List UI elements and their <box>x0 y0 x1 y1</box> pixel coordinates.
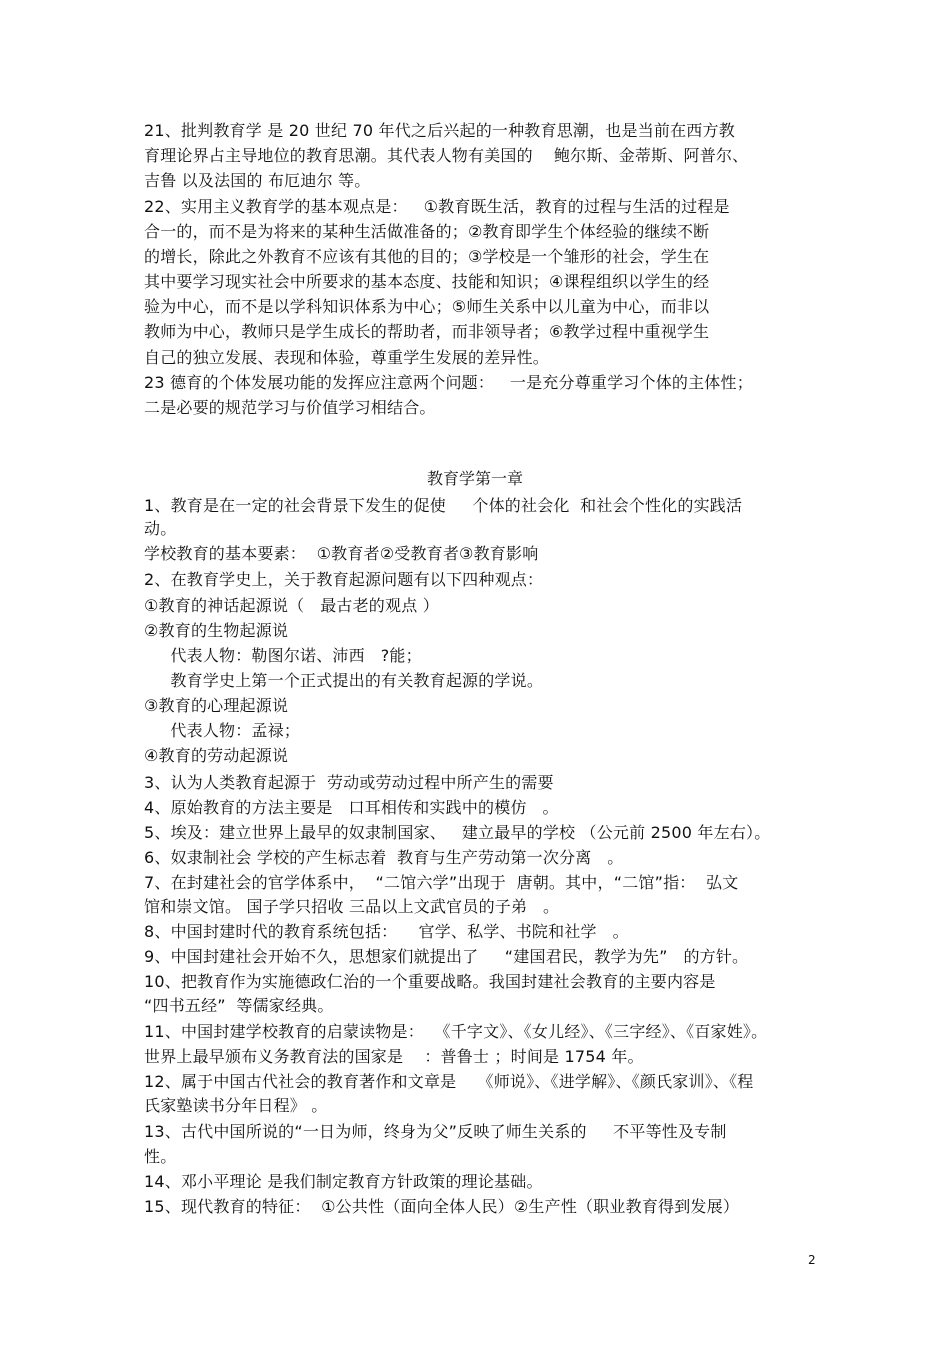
section-a-line: 的增长，除此之外教育不应该有其他的目的；③学校是一个雏形的社会，学生在 <box>144 247 710 266</box>
section-b-line: 馆和崇文馆。 国子学只招收 三品以上文武官员的子弟 。 <box>144 897 560 916</box>
section-a-line: 21、批判教育学 是 20 世纪 70 年代之后兴起的一种教育思潮，也是当前在西方教 <box>144 121 735 140</box>
section-b-line: 6、奴隶制社会 学校的产生标志着 教育与生产劳动第一次分离 。 <box>144 848 624 867</box>
section-a-line: 22、实用主义教育学的基本观点是： ①教育既生活，教育的过程与生活的过程是 <box>144 197 730 216</box>
section-a-line: 二是必要的规范学习与价值学习相结合。 <box>144 398 436 417</box>
section-b-line: 动。 <box>144 519 177 538</box>
section-b-line: 教育学史上第一个正式提出的有关教育起源的学说。 <box>144 671 544 690</box>
section-b-line: 4、原始教育的方法主要是 口耳相传和实践中的模仿 。 <box>144 798 559 817</box>
section-a-line: 自己的独立发展、表现和体验，尊重学生发展的差异性。 <box>144 348 550 367</box>
section-a-line: 合一的，而不是为将来的某种生活做准备的；②教育即学生个体经验的继续不断 <box>144 222 710 241</box>
section-a-line: 其中要学习现实社会中所要求的基本态度、技能和知识；④课程组织以学生的经 <box>144 272 710 291</box>
section-a-line: 育理论界占主导地位的教育思潮。其代表人物有美国的 鲍尔斯、金蒂斯、阿普尔、 <box>144 146 749 165</box>
section-b-line: 世界上最早颁布义务教育法的国家是 ：普鲁士 ；时间是 1754 年。 <box>144 1047 644 1066</box>
section-b-line: 13、古代中国所说的“一日为师，终身为父”反映了师生关系的 不平等性及专制 <box>144 1122 727 1141</box>
section-a-line: 吉鲁 以及法国的 布厄迪尔 等。 <box>144 171 371 190</box>
section-b-line: ②教育的生物起源说 <box>144 621 289 640</box>
section-b-line: 15、现代教育的特征： ①公共性（面向全体人民）②生产性（职业教育得到发展） <box>144 1197 740 1216</box>
section-b-line: 2、在教育学史上，关于教育起源问题有以下四种观点： <box>144 570 544 589</box>
section-b-line: 12、属于中国古代社会的教育著作和文章是 《师说》、《进学解》、《颜氏家训》、《程 <box>144 1072 754 1091</box>
section-b-line: 代表人物：勒图尔诺、沛西 ?能； <box>144 646 422 665</box>
section-b-line: ③教育的心理起源说 <box>144 696 289 715</box>
section-a-line: 验为中心，而不是以学科知识体系为中心；⑤师生关系中以儿童为中心，而非以 <box>144 297 710 316</box>
chapter-title: 教育学第一章 <box>426 469 523 488</box>
section-b-line: ④教育的劳动起源说 <box>144 746 289 765</box>
section-b-line: 10、把教育作为实施德政仁治的一个重要战略。我国封建社会教育的主要内容是 <box>144 972 716 991</box>
section-b-line: 9、中国封建社会开始不久，思想家们就提出了 “建国君民，教学为先” 的方针。 <box>144 947 749 966</box>
section-b-line: 3、认为人类教育起源于 劳动或劳动过程中所产生的需要 <box>144 773 554 792</box>
section-b-line: 性。 <box>144 1147 177 1166</box>
section-a-line: 教师为中心，教师只是学生成长的帮助者，而非领导者；⑥教学过程中重视学生 <box>144 322 710 341</box>
section-a-line: 23 德育的个体发展功能的发挥应注意两个问题： 一是充分尊重学习个体的主体性； <box>144 373 753 392</box>
section-b-line: 氏家塾读书分年日程》 。 <box>144 1096 328 1115</box>
section-b-line: 7、在封建社会的官学体系中， “二馆六学”出现于 唐朝。其中，“二馆”指： 弘文 <box>144 873 739 892</box>
section-b-line: ①教育的神话起源说（ 最古老的观点 ） <box>144 596 439 615</box>
section-b-line: 学校教育的基本要素： ①教育者②受教育者③教育影响 <box>144 544 539 563</box>
section-b-line: 代表人物：孟禄； <box>144 721 301 740</box>
section-b-line: 14、邓小平理论 是我们制定教育方针政策的理论基础。 <box>144 1172 543 1191</box>
section-b-line: 1、教育是在一定的社会背景下发生的促使 个体的社会化 和社会个性化的实践活 <box>144 496 743 515</box>
section-b-line: 8、中国封建时代的教育系统包括： 官学、私学、书院和社学 。 <box>144 922 629 941</box>
page-number: 2 <box>808 1253 816 1267</box>
section-b-line: 11、中国封建学校教育的启蒙读物是： 《千字文》、《女儿经》、《三字经》、《百家姓》。 <box>144 1022 768 1041</box>
section-b-line: “四书五经” 等儒家经典。 <box>144 996 334 1015</box>
section-b-line: 5、埃及：建立世界上最早的奴隶制国家、 建立最早的学校 （公元前 2500 年左右）。 <box>144 823 771 842</box>
